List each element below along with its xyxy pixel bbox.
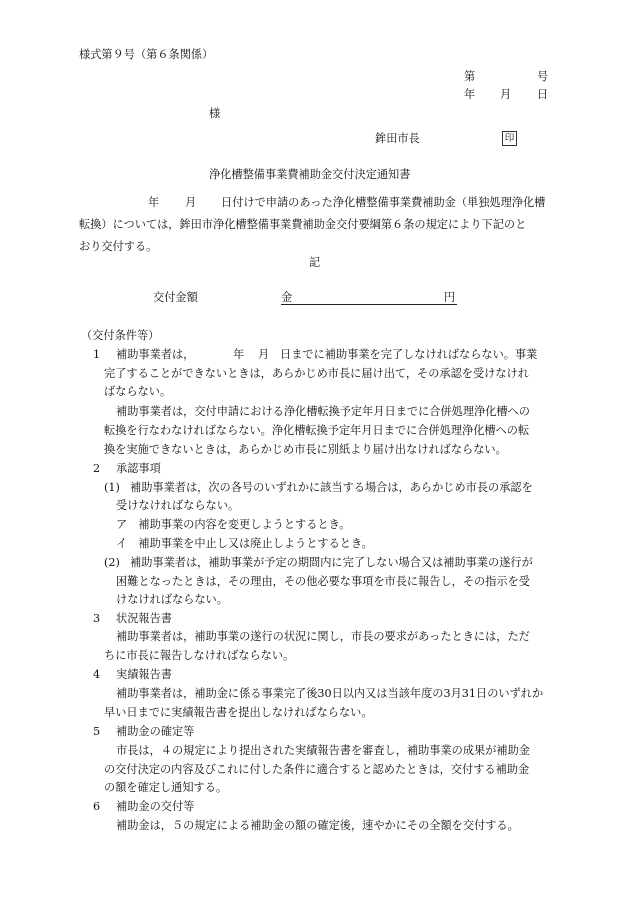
intro-line-1: 日付けで申請のあった浄化槽整備事業費補助金（単独処理浄化槽 bbox=[221, 196, 546, 209]
condition-1-line-5: 転換を行なわなければならない。浄化槽転換予定年月日までに合併処理浄化槽への転 bbox=[104, 424, 530, 437]
condition-2-item-i: イ 補助事業を中止し又は廃止しようとするとき。 bbox=[116, 537, 373, 550]
condition-1-line-4: 補助事業者は，交付申請における浄化槽転換予定年月日までに合併処理浄化槽への bbox=[116, 405, 530, 418]
condition-1-line-1b: 日までに補助事業を完了しなければならない。事業 bbox=[280, 348, 538, 361]
condition-5-line-3: の額を確定し通知する。 bbox=[104, 781, 228, 794]
form-number: 様式第９号（第６条関係） bbox=[79, 48, 214, 61]
condition-1-number: 1 bbox=[93, 348, 101, 361]
condition-3-line-2: ちに市長に報告しなければならない。 bbox=[104, 649, 295, 662]
intro-month: 月 bbox=[185, 196, 197, 209]
condition-6-heading: 補助金の交付等 bbox=[116, 800, 195, 813]
seal-stamp: 印 bbox=[502, 131, 517, 146]
amount-underline bbox=[281, 304, 457, 305]
condition-2-heading: 承認事項 bbox=[116, 462, 161, 475]
amount-label: 交付金額 bbox=[153, 291, 198, 304]
condition-1-month: 月 bbox=[258, 348, 270, 361]
condition-2-2-number: (2) bbox=[104, 556, 120, 569]
date-year: 年 bbox=[464, 88, 476, 101]
condition-3-number: 3 bbox=[93, 612, 101, 625]
condition-4-line-2: 早い日までに実績報告書を提出しなければならない。 bbox=[104, 706, 373, 719]
condition-2-number: 2 bbox=[93, 462, 101, 475]
amount-yen: 円 bbox=[444, 291, 456, 304]
sender-mayor: 鉾田市長 bbox=[375, 132, 420, 145]
document-title: 浄化槽整備事業費補助金交付決定通知書 bbox=[209, 168, 411, 181]
condition-5-heading: 補助金の確定等 bbox=[116, 725, 195, 738]
condition-5-line-1: 市長は，４の規定により提出された実績報告書を審査し，補助事業の成果が補助金 bbox=[116, 744, 530, 757]
condition-2-1-line-1: 補助事業者は，次の各号のいずれかに該当する場合は，あらかじめ市長の承認を bbox=[130, 481, 533, 494]
date-month: 月 bbox=[500, 88, 512, 101]
date-day: 日 bbox=[537, 88, 549, 101]
conditions-heading: （交付条件等） bbox=[81, 329, 160, 342]
ki-note: 記 bbox=[309, 256, 321, 269]
condition-4-heading: 実績報告書 bbox=[116, 668, 172, 681]
doc-number-go: 号 bbox=[537, 70, 549, 83]
amount-kin: 金 bbox=[281, 291, 293, 304]
condition-4-number: 4 bbox=[93, 668, 101, 681]
condition-6-number: 6 bbox=[93, 800, 101, 813]
condition-5-number: 5 bbox=[93, 725, 101, 738]
condition-2-1-line-2: 受けなければならない。 bbox=[116, 499, 240, 512]
intro-line-3: おり交付する。 bbox=[79, 240, 158, 253]
condition-3-line-1: 補助事業者は，補助事業の遂行の状況に関し，市長の要求があったときには，ただ bbox=[116, 630, 530, 643]
condition-1-line-2: 完了することができないときは，あらかじめ市長に届け出て，その承認を受けなけれ bbox=[104, 367, 529, 380]
intro-year: 年 bbox=[148, 196, 160, 209]
condition-2-2-line-1: 補助事業者は，補助事業が予定の期間内に完了しない場合又は補助事業の遂行が bbox=[130, 556, 533, 569]
condition-2-2-line-2: 困難となったときは，その理由，その他必要な事項を市長に報告し，その指示を受 bbox=[116, 575, 530, 588]
condition-1-line-6: 換を実施できないときは，あらかじめ市長に別紙より届け出なければならない。 bbox=[104, 443, 507, 456]
addressee-sama: 様 bbox=[209, 107, 221, 120]
condition-2-item-a: ア 補助事業の内容を変更しようとするとき。 bbox=[116, 518, 351, 531]
doc-number-dai: 第 bbox=[464, 70, 476, 83]
condition-1-line-3: ばならない。 bbox=[104, 385, 172, 398]
intro-line-2: 転換）については，鉾田市浄化槽整備事業費補助金交付要綱第６条の規定により下記のと bbox=[79, 218, 527, 231]
condition-1-year: 年 bbox=[233, 348, 245, 361]
condition-2-1-number: (1) bbox=[104, 481, 120, 494]
condition-3-heading: 状況報告書 bbox=[116, 612, 172, 625]
condition-5-line-2: の交付決定の内容及びこれに付した条件に適合すると認めたときは，交付する補助金 bbox=[104, 763, 530, 776]
condition-1-line-1a: 補助事業者は， bbox=[116, 348, 195, 361]
condition-4-line-1: 補助事業者は，補助金に係る事業完了後30日以内又は当該年度の3月31日のいずれか bbox=[116, 687, 544, 700]
condition-6-line-1: 補助金は，５の規定による補助金の額の確定後，速やかにその全額を交付する。 bbox=[116, 819, 519, 832]
condition-2-2-line-3: けなければならない。 bbox=[116, 593, 228, 606]
